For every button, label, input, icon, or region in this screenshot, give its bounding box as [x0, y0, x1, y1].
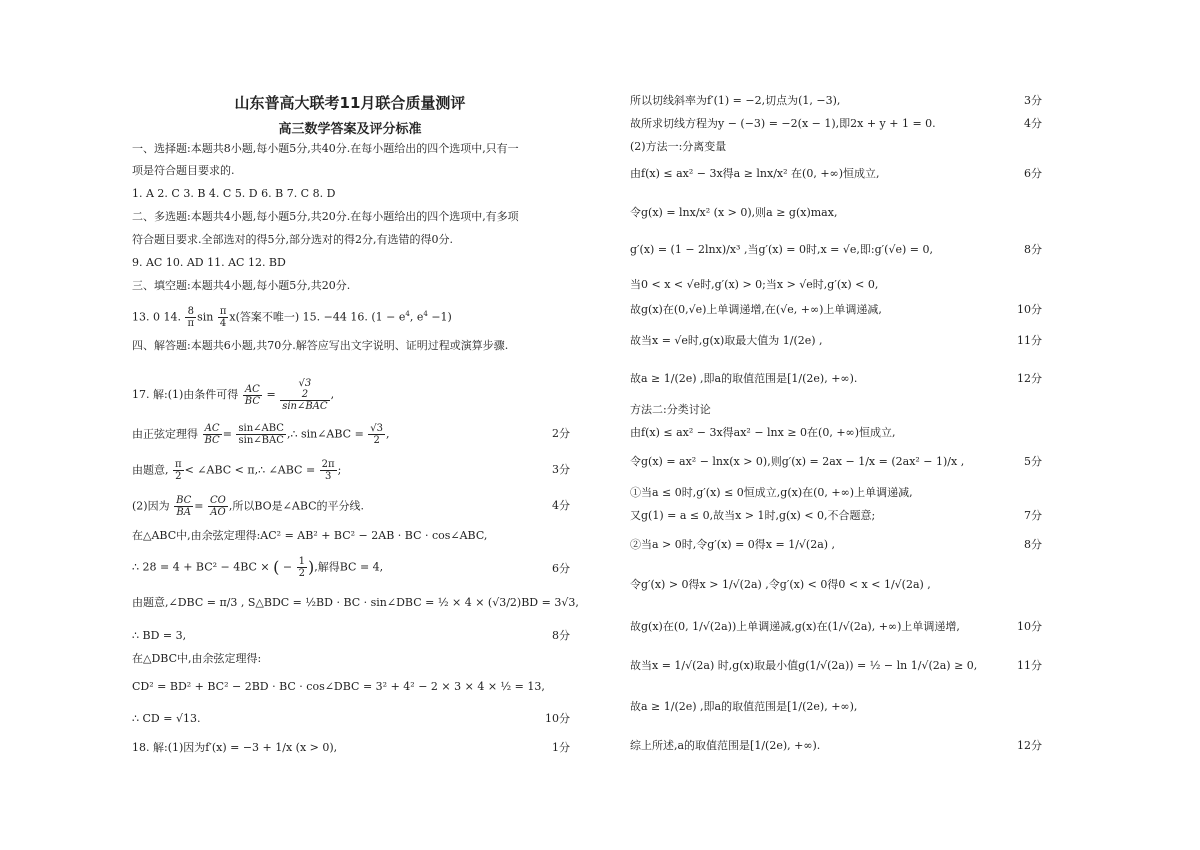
score-17-4: 4分 — [552, 499, 570, 512]
r-line-21: 综上所述,a的取值范围是[1/(2e), +∞). — [630, 739, 821, 752]
p17-line-4: (2)因为 $\frac{BC}{BA}$ = $\frac{CO}{AO}$ ,所以BO是∠ABC的平分线. — [132, 495, 365, 518]
r-score-8: 10分 — [1017, 303, 1042, 316]
r-score-15: 7分 — [1024, 509, 1042, 522]
r-score-4: 6分 — [1024, 167, 1042, 180]
p17-line-3: 由题意, $\frac{\pi}{2}$ < ∠ABC < π,∴ ∠ABC = $\frac{2\pi}{3}$ ; — [132, 459, 342, 482]
p17-line-5: 在△ABC中,由余弦定理得:AC² = AB² + BC² − 2AB · BC · cos∠ABC, — [132, 529, 488, 542]
r-score-13: 5分 — [1024, 455, 1042, 468]
section-2-text: 二、多选题:本题共4小题,每小题5分,共20分.在每小题给出的四个选项中,有多项 — [132, 210, 519, 223]
page-title: 山东普高大联考11月联合质量测评 — [234, 94, 466, 112]
r-line-5: 令g(x) = lnx/x² (x > 0),则a ≥ g(x)max, — [630, 206, 838, 219]
r-score-18: 10分 — [1017, 620, 1042, 633]
section-3-text: 三、填空题:本题共4小题,每小题5分,共20分. — [132, 279, 351, 292]
r-line-3: (2)方法一:分离变量 — [630, 140, 727, 153]
section-4-text: 四、解答题:本题共6小题,共70分.解答应写出文字说明、证明过程或演算步骤. — [132, 339, 509, 352]
r-line-1: 所以切线斜率为f′(1) = −2,切点为(1, −3), — [630, 94, 841, 107]
r-line-6: g′(x) = (1 − 2lnx)/x³ ,当g′(x) = 0时,x = √e,即:g′(√e) = 0, — [630, 243, 933, 256]
r-line-2: 故所求切线方程为y − (−3) = −2(x − 1),即2x + y + 1 = 0. — [630, 117, 936, 130]
r-score-10: 12分 — [1017, 372, 1042, 385]
r-line-10: 故a ≥ 1/(2e) ,即a的取值范围是[1/(2e), +∞). — [630, 372, 858, 385]
score-17-6: 6分 — [552, 562, 570, 575]
p17-line-2: 由正弦定理得 $\frac{AC}{BC}$ = $\frac{\text{sin∠ABC}}{\text{sin∠BAC}}$ ,∴ sin∠ABC = $\frac{√3}{2}$ , — [132, 423, 390, 446]
r-line-19: 故当x = 1/√(2a) 时,g(x)取最小值g(1/√(2a)) = ½ − ln 1/√(2a) ≥ 0, — [630, 659, 978, 672]
r-line-7: 当0 < x < √e时,g′(x) > 0;当x > √e时,g′(x) < 0, — [630, 278, 879, 291]
r-line-11: 方法二:分类讨论 — [630, 403, 711, 416]
r-line-15: 又g(1) = a ≤ 0,故当x > 1时,g(x) < 0,不合题意; — [630, 509, 876, 522]
p18-line-1: 18. 解:(1)因为f′(x) = −3 + 1/x (x > 0), — [132, 741, 338, 754]
p17-line-8: ∴ BD = 3, — [132, 629, 187, 642]
r-score-6: 8分 — [1024, 243, 1042, 256]
score-18-1: 1分 — [552, 741, 570, 754]
r-line-20: 故a ≥ 1/(2e) ,即a的取值范围是[1/(2e), +∞), — [630, 700, 858, 713]
r-line-4: 由f(x) ≤ ax² − 3x得a ≥ lnx/x² 在(0, +∞)恒成立, — [630, 167, 880, 180]
r-score-21: 12分 — [1017, 739, 1042, 752]
p17-line-9: 在△DBC中,由余弦定理得: — [132, 652, 262, 665]
score-17-11: 10分 — [545, 712, 570, 725]
score-17-8: 8分 — [552, 629, 570, 642]
section-1-text-cont: 项是符合题目要求的. — [132, 164, 235, 177]
page-subtitle: 高三数学答案及评分标准 — [278, 122, 422, 137]
p17-line-1: 17. 解:(1)由条件可得 $\frac{AC}{BC}$ = √3 2 sin∠BAC , — [132, 378, 335, 412]
r-line-14: ①当a ≤ 0时,g′(x) ≤ 0恒成立,g(x)在(0, +∞)上单调递减, — [630, 486, 913, 499]
r-score-19: 11分 — [1017, 659, 1042, 672]
p17-line-11: ∴ CD = √13. — [132, 712, 201, 725]
r-line-17: 令g′(x) > 0得x > 1/√(2a) ,令g′(x) < 0得0 < x < 1/√(2a) , — [630, 578, 931, 591]
r-score-1: 3分 — [1024, 94, 1042, 107]
r-line-16: ②当a > 0时,令g′(x) = 0得x = 1/√(2a) , — [630, 538, 836, 551]
score-17-2: 2分 — [552, 427, 570, 440]
p17-line-10: CD² = BD² + BC² − 2BD · BC · cos∠DBC = 3² + 4² − 2 × 3 × 4 × ½ = 13, — [132, 680, 545, 693]
r-line-9: 故当x = √e时,g(x)取最大值为 1/(2e) , — [630, 334, 823, 347]
r-score-16: 8分 — [1024, 538, 1042, 551]
answers-multi: 9. AC 10. AD 11. AC 12. BD — [132, 256, 286, 269]
answers-fill: 13. 0 14. $\frac{8}{\pi}$ sin $\frac{\pi}{4}$ x(答案不唯一) 15. −44 16. ($1 - e^4$, $e^4 -1$) — [132, 306, 452, 329]
p17-line-6: ∴ 28 = 4 + BC² − 4BC × ( − $\frac{1}{2}$ ),解得BC = 4, — [132, 556, 384, 579]
r-line-18: 故g(x)在(0, 1/√(2a))上单调递减,g(x)在(1/√(2a), +∞)上单调递增, — [630, 620, 960, 633]
r-score-9: 11分 — [1017, 334, 1042, 347]
r-line-12: 由f(x) ≤ ax² − 3x得ax² − lnx ≥ 0在(0, +∞)恒成立, — [630, 426, 896, 439]
section-1-text: 一、选择题:本题共8小题,每小题5分,共40分.在每小题给出的四个选项中,只有一 — [132, 142, 519, 155]
r-line-8: 故g(x)在(0,√e)上单调递增,在(√e, +∞)上单调递减, — [630, 303, 882, 316]
r-line-13: 令g(x) = ax² − lnx(x > 0),则g′(x) = 2ax − 1/x = (2ax² − 1)/x , — [630, 455, 965, 468]
score-17-3: 3分 — [552, 463, 570, 476]
p17-line-7: 由题意,∠DBC = π/3 , S△BDC = ½BD · BC · sin∠DBC = ½ × 4 × (√3/2)BD = 3√3, — [132, 596, 579, 609]
section-2-text-cont: 符合题目要求.全部选对的得5分,部分选对的得2分,有选错的得0分. — [132, 233, 453, 246]
answers-choice: 1. A 2. C 3. B 4. C 5. D 6. B 7. C 8. D — [132, 187, 336, 200]
r-score-2: 4分 — [1024, 117, 1042, 130]
